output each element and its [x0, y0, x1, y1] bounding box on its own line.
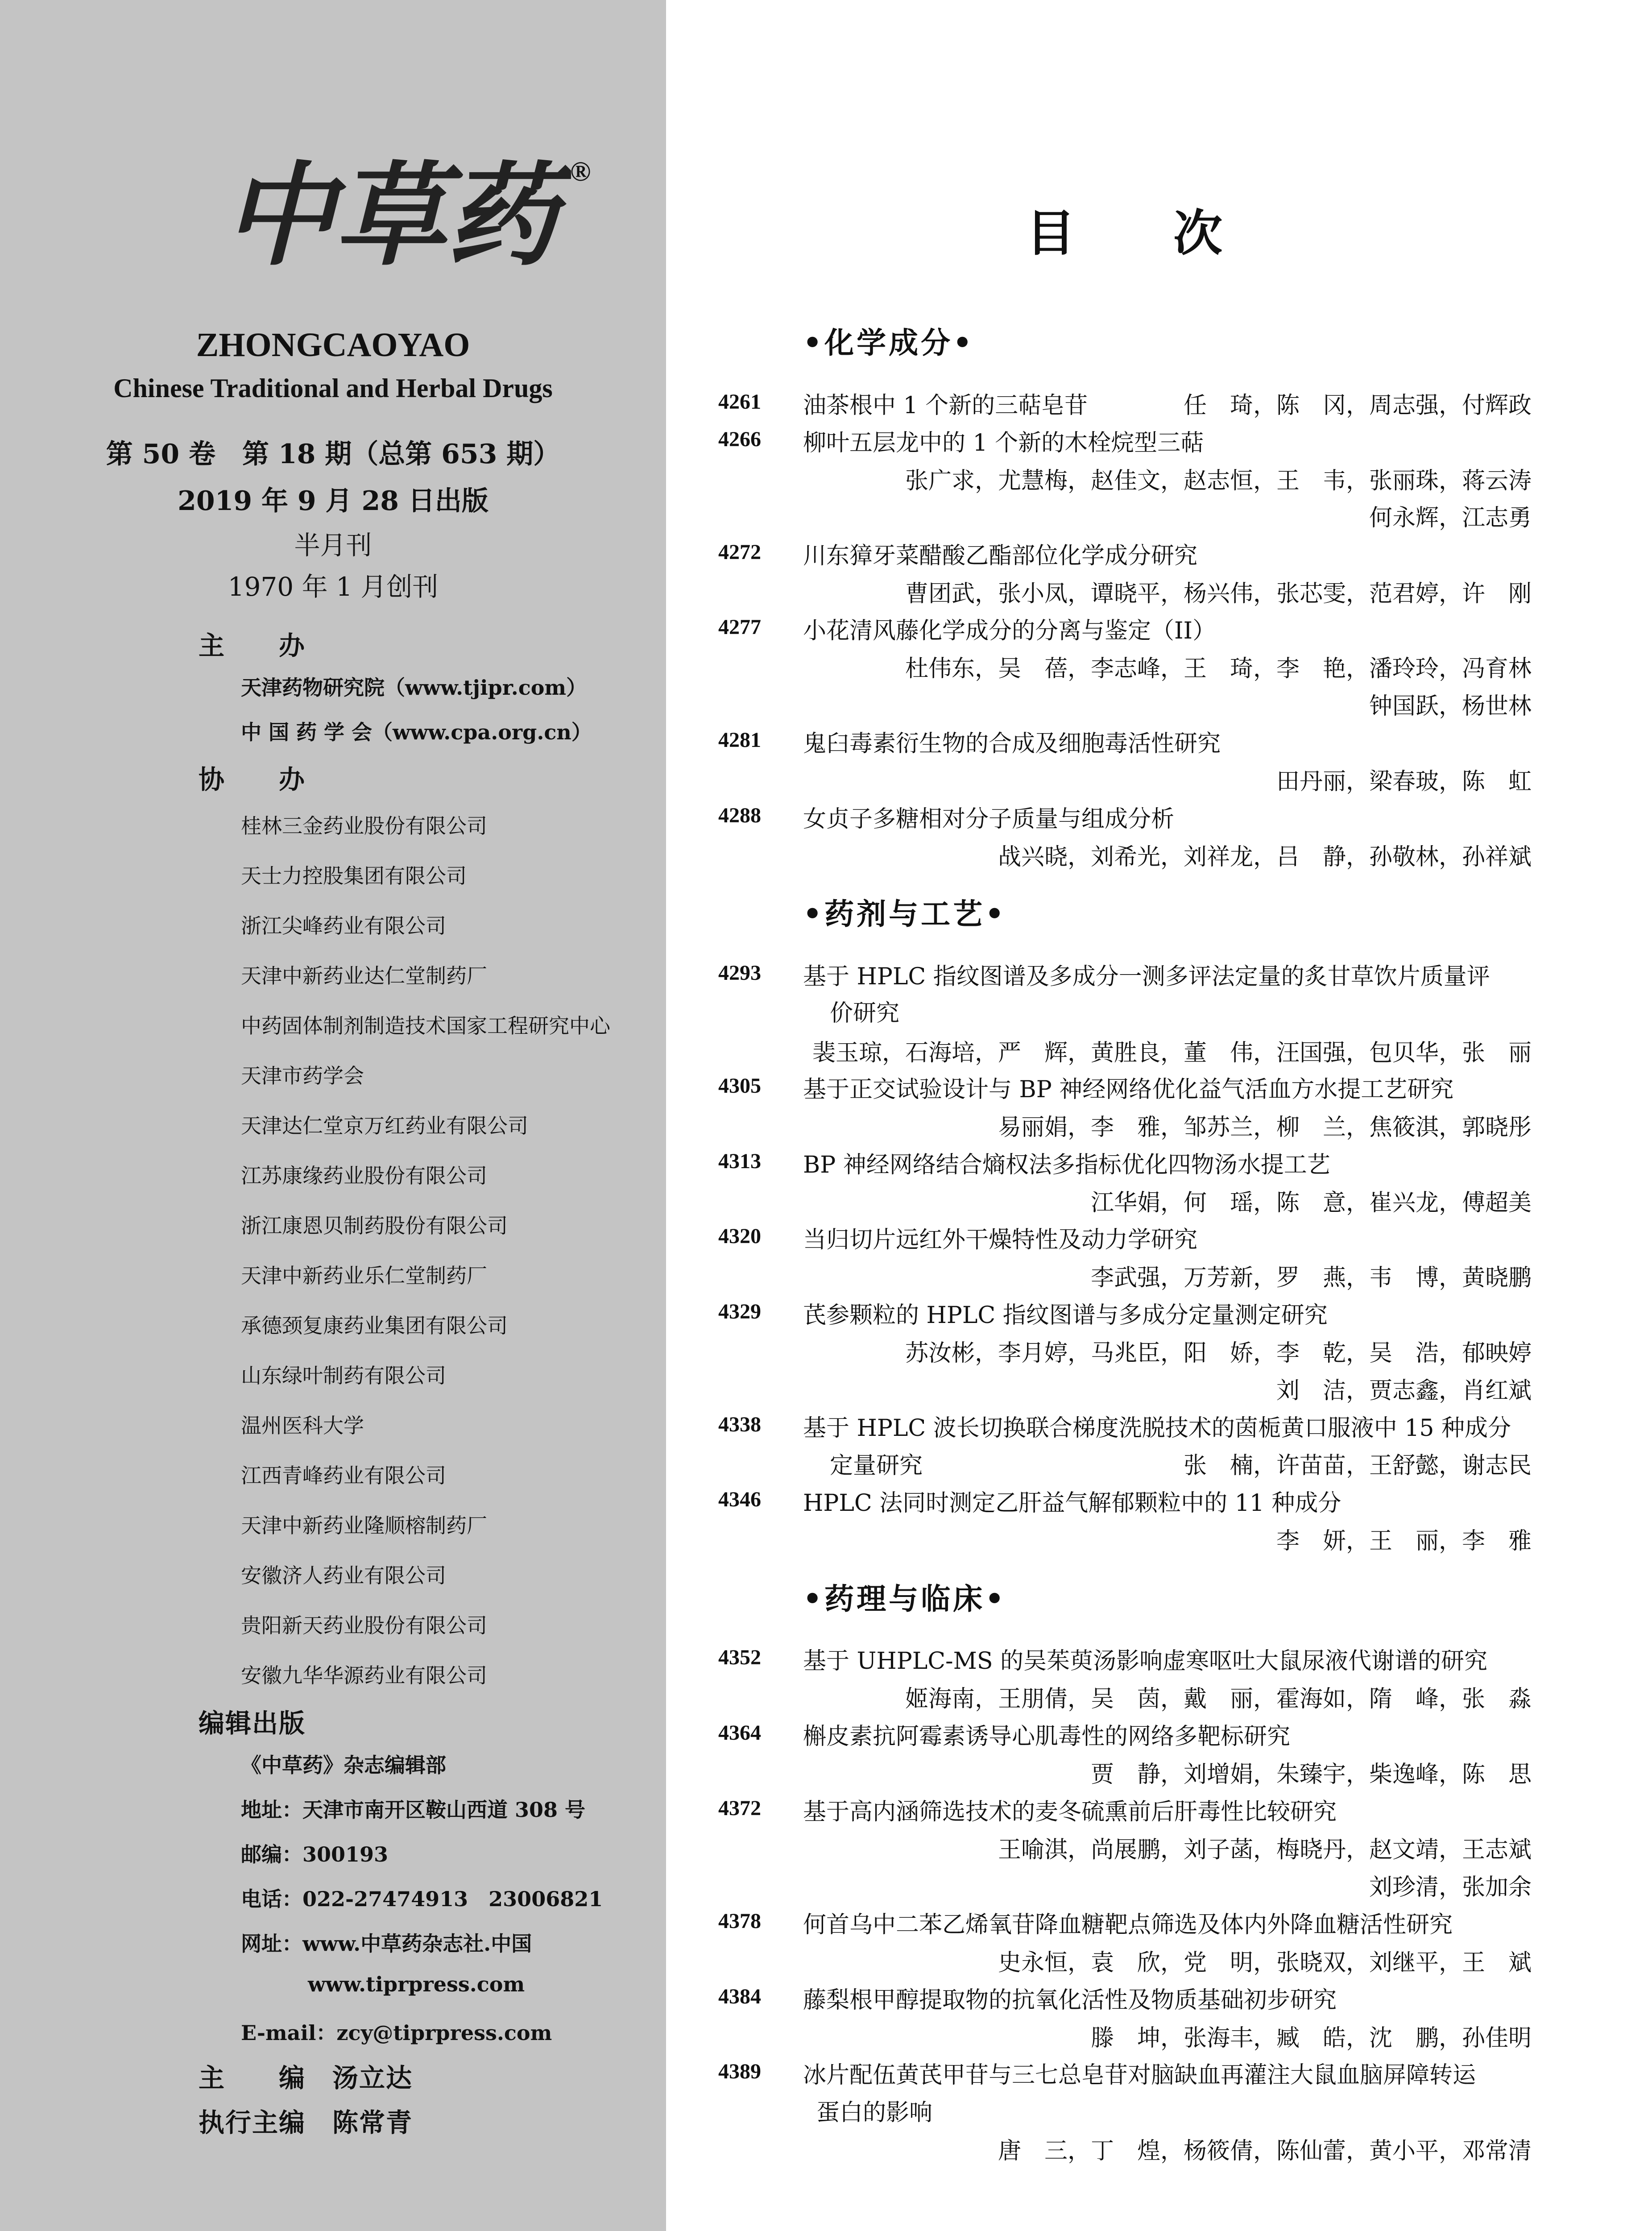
sponsor-heading: 主 办	[199, 630, 306, 661]
founded-date: 1970 年 1 月创刊	[228, 572, 439, 602]
co-sponsor-item: 桂林三金药业股份有限公司	[241, 814, 487, 838]
co-sponsor-item: 天津中新药业隆顺榕制药厂	[241, 1514, 487, 1538]
publisher-website: 网址：www.中草药杂志社.中国	[241, 1932, 532, 1956]
entry-authors: 刘珍清，张加余	[1369, 1874, 1532, 1901]
co-sponsor-item: 贵阳新天药业股份有限公司	[241, 1613, 487, 1638]
entry-page: 4281	[718, 728, 761, 752]
journal-logo	[223, 147, 571, 281]
entry-authors: 易丽娟，李 雅，邹苏兰，柳 兰，焦筱淇，郭晓彤	[998, 1114, 1532, 1141]
entry-title-continued: 价研究	[830, 1000, 900, 1027]
entry-authors: 战兴晓，刘希光，刘祥龙，吕 静，孙敬林，孙祥斌	[998, 844, 1532, 871]
publisher-website-alt: www.tiprpress.com	[308, 1972, 525, 1996]
co-sponsor-item: 天士力控股集团有限公司	[241, 864, 467, 888]
entry-authors: 李武强，万芳新，罗 燕，韦 博，黄晓鹏	[1090, 1265, 1532, 1291]
logo-lettering: 中草药	[223, 149, 558, 281]
contents-title: 目 次	[1026, 204, 1222, 262]
co-sponsor-item: 天津达仁堂京万红药业有限公司	[241, 1114, 528, 1138]
entry-authors: 田丹丽，梁春玻，陈 虹	[1276, 768, 1532, 795]
entry-title: 鬼臼毒素衍生物的合成及细胞毒活性研究	[803, 730, 1221, 757]
entry-page: 4352	[718, 1646, 761, 1669]
entry-authors: 任 琦，陈 冈，周志强，付辉政	[1183, 392, 1532, 419]
co-sponsor-item: 浙江尖峰药业有限公司	[241, 914, 446, 938]
journal-subtitle-en: Chinese Traditional and Herbal Drugs	[113, 373, 553, 403]
publication-date: 2019 年 9 月 28 日出版	[178, 485, 489, 517]
entry-page: 4293	[718, 961, 761, 985]
co-sponsor-item: 江苏康缘药业股份有限公司	[241, 1164, 487, 1188]
section-heading: •药理与临床•	[803, 1582, 1007, 1616]
entry-page: 4305	[718, 1074, 761, 1098]
co-sponsor-item: 承德颈复康药业集团有限公司	[241, 1314, 508, 1338]
entry-title: 当归切片远红外干燥特性及动力学研究	[803, 1227, 1198, 1253]
entry-title: 何首乌中二苯乙烯氧苷降血糖靶点筛选及体内外降血糖活性研究	[803, 1912, 1453, 1938]
entry-page: 4277	[718, 615, 761, 639]
entry-authors: 江华娟，何 瑶，陈 意，崔兴龙，傅超美	[1090, 1190, 1532, 1216]
entry-title: 芪参颗粒的 HPLC 指纹图谱与多成分定量测定研究	[803, 1302, 1328, 1329]
calligraphy-logo-image	[223, 147, 571, 281]
entry-page: 4338	[718, 1413, 761, 1436]
publisher-email: E-mail：zcy@tiprpress.com	[241, 2021, 552, 2045]
entry-page: 4329	[718, 1300, 761, 1323]
section-heading: •药剂与工艺•	[803, 897, 1007, 931]
entry-authors: 刘 洁，贾志鑫，肖红斌	[1276, 1377, 1532, 1404]
entry-authors: 张 楠，许苗苗，王舒懿，谢志民	[1183, 1452, 1532, 1479]
entry-authors: 王喻淇，尚展鹏，刘子菡，梅晓丹，赵文靖，王志斌	[998, 1837, 1532, 1863]
entry-title: 基于 HPLC 指纹图谱及多成分一测多评法定量的炙甘草饮片质量评	[803, 963, 1490, 990]
co-sponsor-item: 中药固体制剂制造技术国家工程研究中心	[241, 1014, 610, 1038]
entry-page: 4364	[718, 1721, 761, 1745]
sidebar	[0, 0, 666, 2231]
journal-title-en: ZHONGCAOYAO	[196, 326, 470, 364]
executive-editor: 执行主编 陈常青	[199, 2107, 413, 2138]
co-sponsor-item: 安徽九华华源药业有限公司	[241, 1663, 487, 1688]
entry-title-continued: 定量研究	[830, 1452, 923, 1479]
co-sponsor-item: 天津市药学会	[241, 1064, 364, 1088]
entry-page: 4320	[718, 1224, 761, 1248]
entry-title: 基于 HPLC 波长切换联合梯度洗脱技术的茵栀黄口服液中 15 种成分	[803, 1415, 1511, 1442]
entry-authors: 裴玉琼，石海培，严 辉，黄胜良，董 伟，汪国强，包贝华，张 丽	[812, 1040, 1532, 1066]
entry-page: 4272	[718, 540, 761, 564]
entry-page: 4261	[718, 390, 761, 414]
entry-page: 4346	[718, 1488, 761, 1511]
co-sponsor-item: 天津中新药业达仁堂制药厂	[241, 964, 487, 988]
co-sponsor-item: 浙江康恩贝制药股份有限公司	[241, 1214, 508, 1238]
publisher-phone: 电话：022-27474913 23006821	[241, 1887, 603, 1911]
section-heading: •化学成分•	[803, 326, 975, 360]
entry-title: 槲皮素抗阿霉素诱导心肌毒性的网络多靶标研究	[803, 1723, 1291, 1750]
entry-page: 4389	[718, 2060, 761, 2083]
frequency: 半月刊	[294, 530, 372, 560]
entry-title: 柳叶五层龙中的 1 个新的木栓烷型三萜	[803, 430, 1204, 456]
entry-title: 基于高内涵筛选技术的麦冬硫熏前后肝毒性比较研究	[803, 1799, 1337, 1825]
entry-authors: 钟国跃，杨世林	[1369, 693, 1532, 720]
entry-authors: 李 妍，王 丽，李 雅	[1276, 1528, 1532, 1555]
publisher-postcode: 邮编：300193	[241, 1842, 389, 1866]
co-sponsor-item: 山东绿叶制药有限公司	[241, 1364, 446, 1388]
entry-page: 4266	[718, 427, 761, 451]
publisher-heading: 编辑出版	[199, 1708, 306, 1738]
entry-title: 女贞子多糖相对分子质量与组成分析	[803, 806, 1175, 833]
entry-title: 基于 UHPLC-MS 的吴茱萸汤影响虚寒呕吐大鼠尿液代谢谱的研究	[803, 1648, 1487, 1675]
entry-title: 油茶根中 1 个新的三萜皂苷	[803, 392, 1088, 419]
entry-title: 川东獐牙菜醋酸乙酯部位化学成分研究	[803, 543, 1198, 569]
volume-issue: 第 50 卷 第 18 期（总第 653 期）	[106, 439, 560, 470]
entry-authors: 史永恒，袁 欣，党 明，张晓双，刘继平，王 斌	[998, 1949, 1532, 1976]
entry-title: 藤梨根甲醇提取物的抗氧化活性及物质基础初步研究	[803, 1987, 1337, 2014]
publisher-name: 《中草药》杂志编辑部	[241, 1753, 446, 1777]
entry-page: 4288	[718, 804, 761, 827]
co-sponsor-heading: 协 办	[199, 764, 306, 795]
entry-page: 4372	[718, 1796, 761, 1820]
co-sponsor-item: 天津中新药业乐仁堂制药厂	[241, 1264, 487, 1288]
entry-authors: 曹团武，张小凤，谭晓平，杨兴伟，张芯雯，范君婷，许 刚	[905, 581, 1532, 607]
entry-title-continued: 蛋白的影响	[816, 2099, 933, 2126]
entry-title: 基于正交试验设计与 BP 神经网络优化益气活血方水提工艺研究	[803, 1076, 1454, 1103]
entry-authors: 苏汝彬，李月婷，马兆臣，阳 娇，李 乾，吴 浩，郁映婷	[905, 1340, 1532, 1367]
publisher-address: 地址：天津市南开区鞍山西道 308 号	[241, 1798, 586, 1822]
entry-authors: 何永辉，江志勇	[1369, 505, 1532, 531]
entry-title: 冰片配伍黄芪甲苷与三七总皂苷对脑缺血再灌注大鼠血脑屏障转运	[803, 2062, 1476, 2089]
entry-page: 4378	[718, 1909, 761, 1933]
entry-authors: 滕 坤，张海丰，臧 皓，沈 鹏，孙佳明	[1090, 2025, 1532, 2052]
co-sponsor-item: 江西青峰药业有限公司	[241, 1464, 446, 1488]
entry-authors: 贾 静，刘增娟，朱臻宇，柴逸峰，陈 思	[1090, 1761, 1532, 1788]
entry-title: BP 神经网络结合熵权法多指标优化四物汤水提工艺	[803, 1152, 1330, 1178]
entry-page: 4313	[718, 1149, 761, 1173]
editor-in-chief: 主 编 汤立达	[199, 2063, 413, 2093]
entry-authors: 姬海南，王朋倩，吴 茵，戴 丽，霍海如，隋 峰，张 淼	[905, 1686, 1532, 1713]
entry-authors: 唐 三，丁 煌，杨筱倩，陈仙蕾，黄小平，邓常清	[998, 2138, 1532, 2165]
entry-title: HPLC 法同时测定乙肝益气解郁颗粒中的 11 种成分	[803, 1490, 1341, 1517]
entry-authors: 张广求，尤慧梅，赵佳文，赵志恒，王 韦，张丽珠，蒋云涛	[905, 468, 1532, 494]
entry-title: 小花清风藤化学成分的分离与鉴定（II）	[803, 618, 1216, 644]
co-sponsor-item: 温州医科大学	[241, 1414, 364, 1438]
entry-authors: 杜伟东，吴 蓓，李志峰，王 琦，李 艳，潘玲玲，冯育林	[905, 655, 1532, 682]
sponsor-item: 天津药物研究院（www.tjipr.com）	[241, 676, 587, 700]
sponsor-item: 中 国 药 学 会（www.cpa.org.cn）	[241, 720, 592, 744]
entry-page: 4384	[718, 1985, 761, 2008]
co-sponsor-item: 安徽济人药业有限公司	[241, 1563, 446, 1588]
registered-mark: ®	[570, 157, 591, 187]
